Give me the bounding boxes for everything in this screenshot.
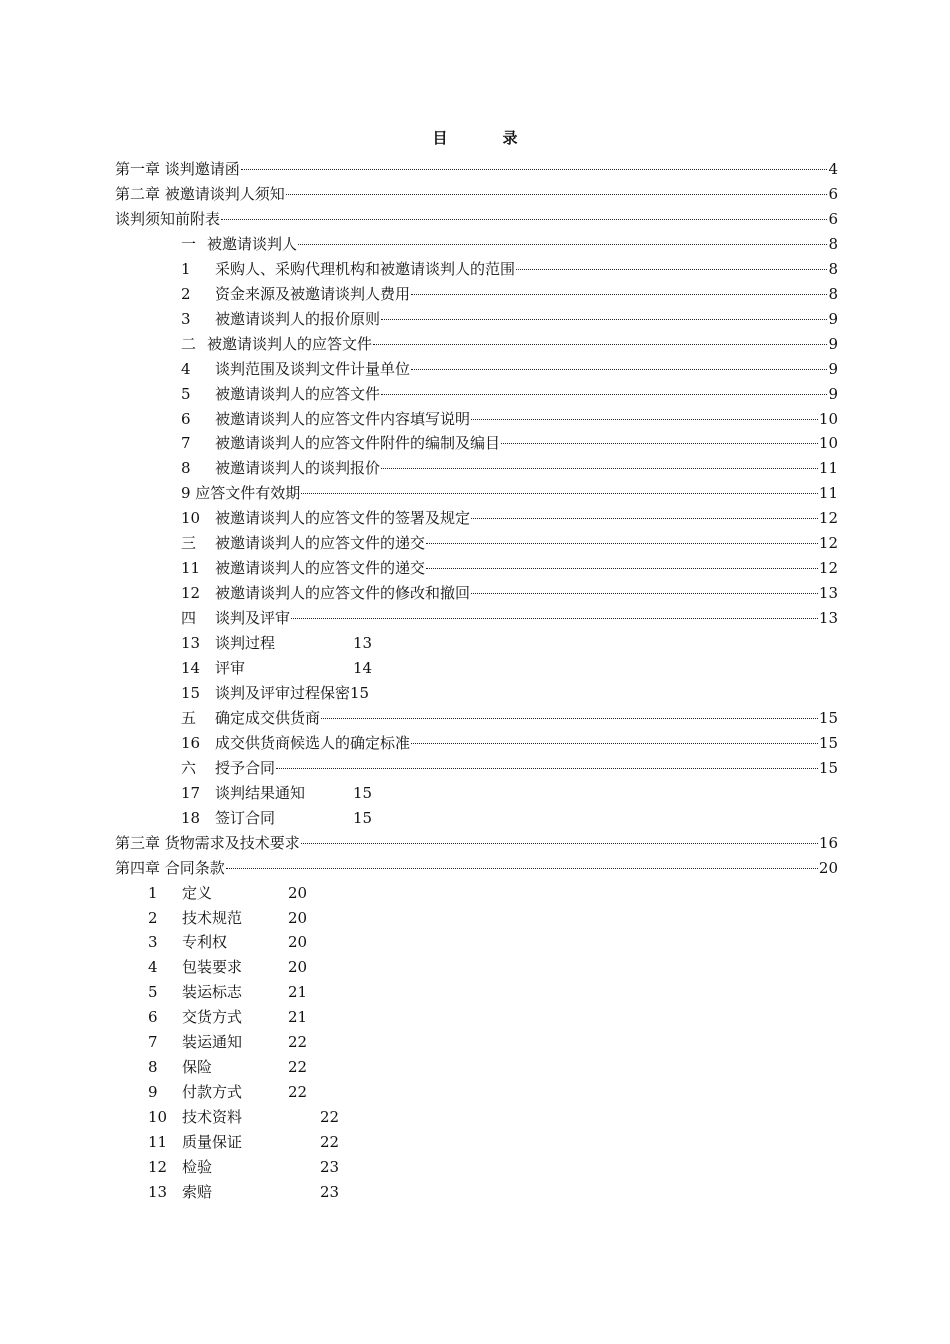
toc-entry[interactable] (115, 857, 838, 879)
toc-entry-label: 谈判范围及谈判文件计量单位 (215, 359, 411, 378)
toc-entry-text (181, 784, 305, 802)
toc-entry-text (148, 1058, 212, 1076)
toc-entry-text (148, 933, 227, 951)
toc-entry-text (181, 233, 297, 255)
toc-entry-label: 第一章 谈判邀请函 (115, 160, 240, 178)
toc-entry-number: 4 (148, 958, 158, 977)
toc-entry[interactable] (181, 283, 838, 305)
toc-entry-text (181, 707, 320, 729)
dot-leader (411, 743, 818, 744)
toc-entry[interactable] (115, 158, 838, 180)
toc-entry-label: 包装要求 (182, 958, 243, 977)
toc-entry[interactable] (181, 507, 838, 529)
toc-entry-number: 2 (148, 908, 158, 927)
toc-entry[interactable] (148, 956, 307, 978)
toc-entry[interactable] (181, 482, 838, 504)
toc-entry-page: 15 (353, 783, 373, 802)
toc-entry-number: 8 (148, 1058, 158, 1077)
toc-entry-label: 被邀请谈判人的应答文件的递交 (215, 559, 426, 578)
toc-entry-number: 1 (181, 259, 191, 278)
toc-entry[interactable] (181, 607, 838, 629)
toc-entry[interactable] (115, 832, 838, 854)
toc-entry[interactable] (115, 208, 838, 230)
toc-entry-text (181, 507, 470, 529)
toc-entry-number: 12 (148, 1158, 168, 1176)
toc-entry-number: 10 (181, 509, 201, 528)
toc-entry-label: 成交供货商候选人的确定标准 (215, 733, 411, 752)
dot-leader (221, 219, 827, 220)
toc-entry-page: 22 (320, 1108, 340, 1127)
toc-entry-page: 9 (828, 359, 838, 378)
toc-entry-number: 5 (148, 983, 158, 1002)
toc-entry-number: 3 (181, 309, 191, 328)
toc-entry[interactable] (148, 1156, 339, 1178)
toc-entry-number: 9 (148, 1083, 158, 1102)
toc-entry-text (148, 1083, 242, 1101)
toc-entry-text (181, 283, 410, 305)
toc-entry-label: 专利权 (182, 933, 228, 952)
toc-entry-number: 13 (148, 1182, 168, 1201)
dot-leader (373, 344, 827, 345)
toc-entry-page: 23 (320, 1182, 340, 1201)
toc-entry-number: 11 (148, 1133, 168, 1152)
toc-entry-page: 4 (828, 160, 838, 178)
toc-entry[interactable] (181, 732, 838, 754)
toc-entry-label: 被邀请谈判人的应答文件内容填写说明 (215, 409, 471, 428)
toc-entry-number: 5 (181, 384, 191, 403)
toc-entry-label: 被邀请谈判人 (207, 234, 298, 253)
toc-entry-label: 技术规范 (182, 908, 243, 927)
toc-entry[interactable] (181, 308, 838, 330)
toc-entry-page: 11 (818, 459, 838, 478)
toc-entry-text (148, 1108, 242, 1126)
toc-entry[interactable] (148, 907, 307, 929)
toc-entry-number: 四 (181, 609, 197, 628)
toc-entry-number: 11 (181, 559, 201, 578)
toc-entry-number: 15 (181, 683, 201, 702)
toc-entry-page: 10 (818, 409, 838, 428)
toc-entry-text (181, 532, 425, 554)
toc-entry[interactable] (181, 782, 372, 804)
dot-leader (226, 868, 818, 869)
toc-entry-page: 11 (818, 484, 838, 503)
toc-entry-label: 付款方式 (182, 1083, 243, 1102)
dot-leader (298, 244, 827, 245)
toc-entry-text (115, 857, 225, 879)
toc-entry-page: 16 (818, 833, 838, 852)
toc-entry-page: 22 (320, 1133, 340, 1152)
toc-entry-text (181, 607, 290, 629)
toc-entry-page: 15 (353, 808, 373, 827)
toc-entry-text (148, 1133, 242, 1151)
toc-entry-page: 6 (828, 184, 838, 203)
toc-entry-text (148, 1033, 242, 1051)
toc-entry[interactable] (148, 981, 307, 1003)
toc-entry[interactable] (181, 532, 838, 554)
toc-entry-label: 确定成交供货商 (215, 708, 321, 727)
toc-entry-label: 资金来源及被邀请谈判人费用 (215, 284, 411, 303)
toc-entry-text (181, 757, 275, 779)
toc-entry-page: 13 (818, 584, 838, 603)
toc-entry-number: 14 (181, 659, 201, 677)
toc-entry-page: 23 (320, 1158, 340, 1176)
toc-entry-label: 装运通知 (182, 1033, 243, 1052)
toc-entry-label: 装运标志 (182, 983, 243, 1002)
toc-entry-label: 交货方式 (182, 1008, 243, 1027)
toc-entry-label: 采购人、采购代理机构和被邀请谈判人的范围 (215, 259, 516, 278)
toc-entry-label: 谈判及评审 (215, 609, 291, 628)
toc-entry-number: 16 (181, 733, 201, 752)
toc-entry[interactable] (181, 358, 838, 380)
toc-entry-number: 18 (181, 808, 201, 827)
toc-entry[interactable] (181, 707, 838, 729)
toc-entry-text (148, 983, 242, 1001)
toc-entry-page: 9 (828, 309, 838, 328)
toc-entry-label: 被邀请谈判人的应答文件附件的编制及编目 (215, 434, 501, 453)
toc-entry-number: 一 (181, 234, 197, 253)
toc-entry-page: 15 (350, 683, 370, 702)
toc-entry-label: 被邀请谈判人的应答文件的签署及规定 (215, 509, 471, 528)
toc-entry-page: 12 (818, 534, 838, 553)
toc-entry-text (181, 809, 275, 827)
toc-entry-text (148, 909, 242, 927)
toc-entry-text (181, 358, 410, 380)
toc-entry-page: 8 (828, 234, 838, 253)
dot-leader (501, 443, 818, 444)
toc-entry[interactable] (115, 183, 838, 205)
toc-entry-page: 8 (828, 284, 838, 303)
toc-entry-number: 8 (181, 459, 191, 478)
toc-entry[interactable] (148, 1081, 307, 1103)
toc-entry-text (181, 582, 470, 604)
toc-entry-label: 被邀请谈判人的应答文件 (207, 334, 373, 353)
toc-entry-number: 二 (181, 334, 197, 353)
toc-entry-label: 第二章 被邀请谈判人须知 (115, 184, 285, 203)
toc-entry[interactable] (181, 557, 838, 579)
toc-entry-number: 6 (181, 409, 191, 428)
toc-entry-number: 6 (148, 1008, 158, 1027)
toc-entry-text (181, 482, 300, 504)
toc-entry-text (181, 732, 410, 754)
dot-leader (301, 843, 818, 844)
toc-entry-number: 3 (148, 933, 158, 952)
toc-entry-text (148, 958, 242, 976)
toc-title: 目 录 (432, 129, 538, 147)
toc-entry-page: 8 (828, 259, 838, 278)
toc-entry-label: 第四章 合同条款 (115, 858, 225, 877)
toc-entry-label: 质量保证 (182, 1133, 243, 1152)
toc-entry-label: 技术资料 (182, 1108, 243, 1127)
toc-entry[interactable] (181, 682, 369, 704)
toc-entry[interactable] (181, 432, 838, 454)
toc-entry-text (181, 408, 470, 430)
toc-entry-label: 保险 (182, 1058, 213, 1077)
dot-leader (276, 768, 818, 769)
toc-entry-label: 9 应答文件有效期 (181, 484, 301, 503)
toc-entry-number: 12 (181, 584, 201, 603)
dot-leader (381, 468, 818, 469)
toc-entry-text (115, 183, 285, 205)
toc-entry[interactable] (181, 457, 838, 479)
toc-entry-number: 1 (148, 883, 158, 902)
toc-entry-page: 10 (818, 434, 838, 453)
dot-leader (241, 169, 828, 170)
toc-entry-text (181, 333, 372, 355)
toc-entry-page: 15 (818, 708, 838, 727)
toc-entry-text (181, 634, 275, 652)
toc-entry-page: 21 (288, 983, 308, 1002)
toc-entry[interactable] (181, 258, 838, 280)
toc-entry[interactable] (181, 383, 838, 405)
toc-entry-number: 4 (181, 359, 191, 378)
toc-entry[interactable] (148, 1006, 307, 1028)
toc-entry-text (148, 1158, 212, 1176)
dot-leader (471, 593, 818, 594)
toc-entry-label: 谈判过程 (215, 634, 276, 653)
toc-entry-page: 20 (288, 908, 308, 927)
toc-entry-label: 被邀请谈判人的报价原则 (215, 309, 381, 328)
toc-entry-number: 五 (181, 708, 197, 727)
toc-entry-page: 20 (288, 933, 308, 952)
toc-entry[interactable] (181, 632, 372, 654)
dot-leader (471, 518, 818, 519)
toc-entry[interactable] (148, 1131, 339, 1153)
toc-entry-page: 20 (818, 858, 838, 877)
toc-entry-label: 授予合同 (215, 758, 276, 777)
toc-entry[interactable] (181, 333, 838, 355)
toc-entry-page: 12 (818, 559, 838, 578)
toc-entry-page: 9 (828, 384, 838, 403)
toc-entry-label: 被邀请谈判人的应答文件的递交 (215, 534, 426, 553)
toc-entry-page: 12 (818, 509, 838, 528)
dot-leader (321, 718, 818, 719)
dot-leader (471, 419, 818, 420)
toc-entry-page: 21 (288, 1008, 308, 1027)
toc-entry-page: 14 (353, 659, 373, 677)
dot-leader (516, 269, 827, 270)
toc-entry-number: 三 (181, 534, 197, 553)
toc-entry-text (148, 884, 212, 902)
toc-entry-text (115, 208, 220, 230)
toc-entry-page: 9 (828, 334, 838, 353)
toc-entry-page: 13 (818, 609, 838, 628)
toc-entry-number: 7 (148, 1033, 158, 1052)
toc-entry[interactable] (148, 1031, 307, 1053)
toc-entry[interactable] (181, 233, 838, 255)
toc-entry[interactable] (148, 1056, 307, 1078)
toc-entry-label: 签订合同 (215, 808, 276, 827)
dot-leader (301, 493, 818, 494)
dot-leader (411, 369, 827, 370)
toc-entry-text (115, 832, 300, 854)
dot-leader (411, 294, 827, 295)
toc-entry-text (181, 383, 380, 405)
toc-entry-number: 2 (181, 284, 191, 303)
toc-entry[interactable] (181, 757, 838, 779)
toc-entry[interactable] (148, 931, 307, 953)
toc-entry-label: 被邀请谈判人的应答文件的修改和撤回 (215, 584, 471, 603)
toc-entry-number: 10 (148, 1108, 168, 1127)
toc-entry-number: 7 (181, 434, 191, 453)
toc-entry-text (148, 1183, 212, 1201)
dot-leader (291, 618, 818, 619)
toc-entry[interactable] (148, 1181, 339, 1203)
toc-entry-label: 评审 (215, 659, 246, 677)
toc-entry-number: 13 (181, 634, 201, 653)
toc-entry[interactable] (181, 807, 372, 829)
dot-leader (426, 543, 818, 544)
toc-entry-label: 检验 (182, 1158, 213, 1176)
dot-leader (381, 319, 827, 320)
toc-entry-page: 15 (818, 733, 838, 752)
dot-leader (426, 568, 818, 569)
toc-entry-text (181, 308, 380, 330)
toc-entry-label: 谈判须知前附表 (115, 209, 221, 228)
toc-entry-text (181, 557, 425, 579)
toc-entry-page: 22 (288, 1083, 308, 1102)
toc-entry-text (181, 258, 515, 280)
toc-entry-page: 22 (288, 1058, 308, 1077)
toc-entry-text (181, 457, 380, 479)
dot-leader (286, 194, 828, 195)
toc-entry-page: 20 (288, 958, 308, 977)
toc-entry-label: 谈判结果通知 (215, 783, 306, 802)
toc-entry-label: 定义 (182, 883, 213, 902)
toc-entry-page: 6 (828, 209, 838, 228)
toc-entry-text (115, 158, 240, 180)
toc-entry-text (181, 659, 245, 677)
toc-entry[interactable] (181, 657, 372, 679)
toc-entry-label: 索赔 (182, 1182, 213, 1201)
toc-entry[interactable] (181, 408, 838, 430)
toc-entry-number: 六 (181, 758, 197, 777)
toc-entry-page: 13 (353, 634, 373, 653)
toc-entry[interactable] (148, 1106, 339, 1128)
toc-entry-text (181, 432, 500, 454)
toc-entry-text (181, 684, 350, 702)
toc-entry[interactable] (148, 882, 307, 904)
toc-entry[interactable] (181, 582, 838, 604)
toc-entry-number: 17 (181, 783, 201, 802)
toc-entry-page: 15 (818, 758, 838, 777)
toc-entry-page: 20 (288, 883, 308, 902)
toc-entry-label: 谈判及评审过程保密 (215, 683, 351, 702)
toc-entry-label: 被邀请谈判人的应答文件 (215, 384, 381, 403)
toc-entry-page: 22 (288, 1033, 308, 1052)
toc-entry-text (148, 1008, 242, 1026)
dot-leader (381, 394, 827, 395)
toc-entry-label: 被邀请谈判人的谈判报价 (215, 459, 381, 478)
toc-entry-label: 第三章 货物需求及技术要求 (115, 833, 300, 852)
